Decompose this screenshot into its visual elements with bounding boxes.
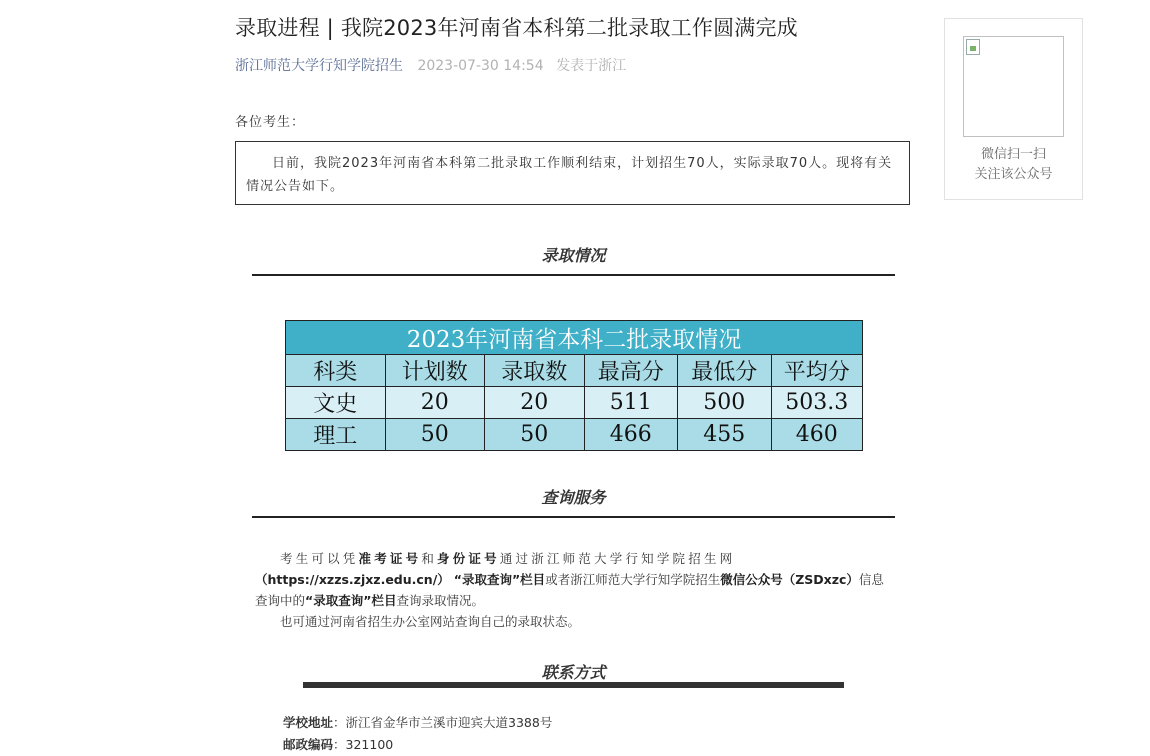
table-cell: 466 <box>584 419 677 451</box>
table-header-cell: 录取数 <box>485 355 585 387</box>
table-cell: 文史 <box>286 387 386 419</box>
query-keyword: 微信公众号 <box>720 572 783 587</box>
query-text: 或者浙江师范大学行知学院招生 <box>545 572 721 587</box>
table-cell: 503.3 <box>771 387 862 419</box>
publish-date: 2023-07-30 14:54 <box>417 58 544 74</box>
table-caption: 2023年河南省本科二批录取情况 <box>286 321 863 355</box>
section-title-contact: 联系方式 <box>541 663 606 682</box>
table-header-cell: 平均分 <box>771 355 862 387</box>
query-text: 查询录取情况。 <box>396 593 484 608</box>
query-text: 信息查询中的 <box>255 572 884 608</box>
section-divider <box>303 682 844 688</box>
broken-image-icon <box>966 39 980 55</box>
table-cell: 20 <box>485 387 585 419</box>
postcode-line <box>283 734 552 756</box>
qr-caption <box>945 145 1082 185</box>
table-row <box>286 419 863 451</box>
table-cell: 50 <box>385 419 485 451</box>
query-text: 通过浙江师范大学行知学院招生网 <box>499 551 736 566</box>
query-url: （https://xzzs.zjxz.edu.cn/） <box>255 572 450 587</box>
query-paragraph: 也可通过河南省招生办公室网站查询自己的录取状态。 <box>280 614 581 629</box>
query-keyword: （ZSDxzc） <box>782 572 859 587</box>
query-text: 和 <box>421 551 438 566</box>
qr-caption-line: 关注该公众号 <box>974 167 1053 182</box>
postcode-label: 邮政编码 <box>283 737 334 752</box>
query-paragraph <box>255 548 895 611</box>
table-cell: 20 <box>385 387 485 419</box>
table-cell: 500 <box>678 387 771 419</box>
query-text: 考生可以凭 <box>280 551 359 566</box>
table-caption-row <box>286 321 863 355</box>
postcode-value: ：321100 <box>333 737 394 752</box>
qr-code-image[interactable] <box>963 36 1064 137</box>
table-cell: 理工 <box>286 419 386 451</box>
table-cell: 50 <box>485 419 585 451</box>
address-value: ：浙江省金华市兰溪市迎宾大道3388号 <box>333 715 553 730</box>
table-cell: 460 <box>771 419 862 451</box>
query-keyword: 身份证号 <box>437 551 500 566</box>
table-header-cell: 科类 <box>286 355 386 387</box>
qr-code-panel <box>944 18 1083 200</box>
greeting: 各位考生： <box>235 115 306 130</box>
article-title: 录取进程 | 我院2023年河南省本科第二批录取工作圆满完成 <box>235 16 798 40</box>
publish-location: 发表于浙江 <box>556 58 627 74</box>
contact-info <box>283 712 552 756</box>
table-row <box>286 387 863 419</box>
admission-table <box>285 320 863 451</box>
section-divider <box>252 516 895 518</box>
table-cell: 455 <box>678 419 771 451</box>
notice-box: 日前，我院2023年河南省本科第二批录取工作顺利结束，计划招生70人，实际录取70人。现将有关情况公告如下。 <box>235 141 910 205</box>
table-header-row <box>286 355 863 387</box>
article-meta <box>235 55 626 75</box>
query-keyword: “录取查询”栏目 <box>305 593 397 608</box>
table-header-cell: 计划数 <box>385 355 485 387</box>
query-keyword: “录取查询”栏目 <box>453 572 546 587</box>
section-divider <box>252 274 895 276</box>
query-info <box>255 548 895 632</box>
table-cell: 511 <box>584 387 677 419</box>
qr-caption-line: 微信扫一扫 <box>980 147 1046 162</box>
section-title-query: 查询服务 <box>541 488 606 507</box>
table-header-cell: 最高分 <box>584 355 677 387</box>
author-link[interactable]: 浙江师范大学行知学院招生 <box>235 58 403 74</box>
section-title-admission: 录取情况 <box>541 246 606 265</box>
table-header-cell: 最低分 <box>678 355 771 387</box>
address-line <box>283 712 552 734</box>
query-keyword: 准考证号 <box>358 551 422 566</box>
address-label: 学校地址 <box>283 715 334 730</box>
